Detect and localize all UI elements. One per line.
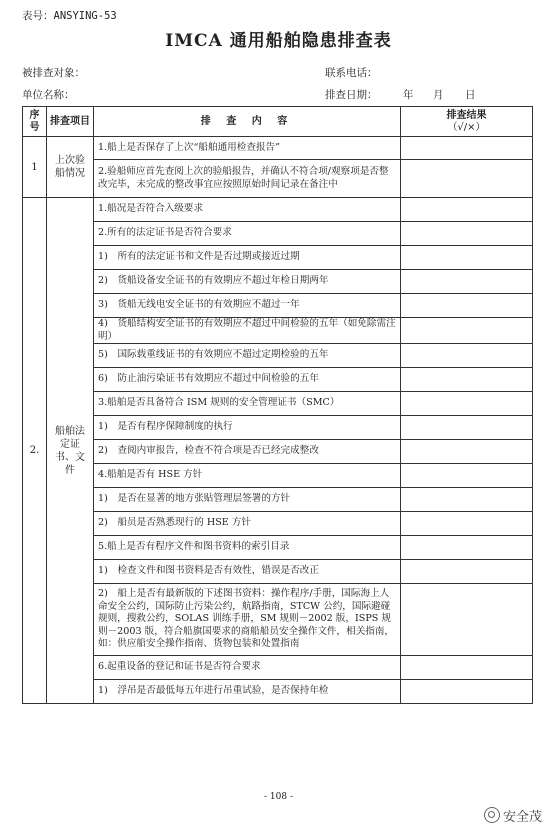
table-row xyxy=(23,680,533,704)
check-content: 2) 货船设备安全证书的有效期应不超过年检日期两年 xyxy=(94,270,401,294)
check-content: 1) 浮吊是否最低每五年进行吊重试验，是否保持年检 xyxy=(94,680,401,704)
result-cell[interactable] xyxy=(401,270,533,294)
result-cell[interactable] xyxy=(401,294,533,318)
result-cell[interactable] xyxy=(401,512,533,536)
table-row xyxy=(23,392,533,416)
page-title: IMCA 通用船舶隐患排查表 xyxy=(165,31,392,51)
result-cell[interactable] xyxy=(401,222,533,246)
header-result xyxy=(401,107,533,137)
check-content: 2) 船上是否有最新版的下述图书资料：操作程序/手册，国际海上人命安全公约，国际防止污染公约，航路指南，STCW 公约，国际避碰规则，搜救公约，SOLAS 训练手册，SM 规则－2002 版，ISPS 规则－2003 版，符合船旗国要求的商船船员安全操作文件，相关指南，如：供应船安全操作指南、货物包装和处置指南 xyxy=(94,584,401,656)
result-cell[interactable] xyxy=(401,246,533,270)
date-year: 年 xyxy=(403,89,414,101)
table-row xyxy=(23,368,533,392)
check-content: 2) 查阅内审报告，检查不符合项是否已经完成整改 xyxy=(94,440,401,464)
table-row xyxy=(23,416,533,440)
header-content: 排 查 内 容 xyxy=(94,107,401,137)
inspection-table xyxy=(22,106,533,704)
inspection-date-label: 排查日期： xyxy=(325,89,378,101)
table-row xyxy=(23,512,533,536)
result-cell[interactable] xyxy=(401,440,533,464)
header-result-sub: （√/×） xyxy=(447,121,486,133)
result-cell[interactable] xyxy=(401,344,533,368)
table-row xyxy=(23,536,533,560)
table-row xyxy=(23,246,533,270)
watermark: 安全茂 xyxy=(484,806,542,825)
form-number: 表号：ANSYING-53 xyxy=(22,10,117,22)
check-content: 3) 货船无线电安全证书的有效期应不超过一年 xyxy=(94,294,401,318)
table-row xyxy=(23,160,533,198)
result-cell[interactable] xyxy=(401,536,533,560)
table-row xyxy=(23,318,533,344)
check-content: 4) 货船结构安全证书的有效期应不超过中间检验的五年（如免除需注明） xyxy=(94,318,401,344)
section-item: 上次验船情况 xyxy=(47,137,94,198)
result-cell[interactable] xyxy=(401,318,533,344)
inspected-object-label: 被排查对象： xyxy=(22,67,85,79)
check-content: 4.船舶是否有 HSE 方针 xyxy=(94,464,401,488)
table-header-row xyxy=(23,107,533,137)
check-content: 6.起重设备的登记和证书是否符合要求 xyxy=(94,656,401,680)
result-cell[interactable] xyxy=(401,416,533,440)
table-row xyxy=(23,294,533,318)
table-row xyxy=(23,656,533,680)
check-content: 6) 防止油污染证书有效期应不超过中间检验的五年 xyxy=(94,368,401,392)
table-row xyxy=(23,222,533,246)
result-cell[interactable] xyxy=(401,656,533,680)
unit-name-label: 单位名称： xyxy=(22,89,75,101)
header-item: 排查项目 xyxy=(47,107,94,137)
check-content: 1) 检查文件和图书资料是否有效性，错误是否改正 xyxy=(94,560,401,584)
table-row xyxy=(23,488,533,512)
section-number: 2. xyxy=(23,198,47,704)
result-cell[interactable] xyxy=(401,198,533,222)
header-result-title: 排查结果 xyxy=(446,109,487,121)
check-content: 5.船上是否有程序文件和图书资料的索引目录 xyxy=(94,536,401,560)
result-cell[interactable] xyxy=(401,392,533,416)
date-month: 月 xyxy=(433,89,444,101)
result-cell[interactable] xyxy=(401,560,533,584)
table-row xyxy=(23,560,533,584)
result-cell[interactable] xyxy=(401,488,533,512)
result-cell[interactable] xyxy=(401,368,533,392)
table-row xyxy=(23,464,533,488)
result-cell[interactable] xyxy=(401,137,533,160)
phone-label: 联系电话： xyxy=(325,67,378,79)
table-row xyxy=(23,344,533,368)
section-item: 船舶法定证书、文件 xyxy=(47,198,94,704)
result-cell[interactable] xyxy=(401,160,533,198)
table-row xyxy=(23,137,533,160)
table-row xyxy=(23,440,533,464)
check-content: 3.船舶是否具备符合 ISM 规则的安全管理证书（SMC） xyxy=(94,392,401,416)
check-content: 5) 国际载重线证书的有效期应不超过定期检验的五年 xyxy=(94,344,401,368)
wechat-icon xyxy=(484,807,500,823)
check-content: 2.所有的法定证书是否符合要求 xyxy=(94,222,401,246)
result-cell[interactable] xyxy=(401,464,533,488)
date-day: 日 xyxy=(465,89,476,101)
check-content: 1) 是否有程序保障制度的执行 xyxy=(94,416,401,440)
table-row xyxy=(23,584,533,656)
table-row xyxy=(23,198,533,222)
check-content: 1) 是否在显著的地方张贴管理层签署的方针 xyxy=(94,488,401,512)
section-number: 1 xyxy=(23,137,47,198)
table-row xyxy=(23,270,533,294)
page-number: - 108 - xyxy=(264,792,293,802)
result-cell[interactable] xyxy=(401,680,533,704)
result-cell[interactable] xyxy=(401,584,533,656)
check-content: 1.船况是否符合入级要求 xyxy=(94,198,401,222)
check-content: 1) 所有的法定证书和文件是否过期或接近过期 xyxy=(94,246,401,270)
header-no: 序号 xyxy=(23,107,47,137)
check-content: 2) 船员是否熟悉现行的 HSE 方针 xyxy=(94,512,401,536)
check-content: 1.船上是否保存了上次“船舶通用检查报告” xyxy=(94,137,401,160)
check-content: 2.验船师应首先查阅上次的验船报告，并确认不符合项/观察项是否整改完毕，未完成的整改事宜应按照原始时间记录在备注中 xyxy=(94,160,401,198)
